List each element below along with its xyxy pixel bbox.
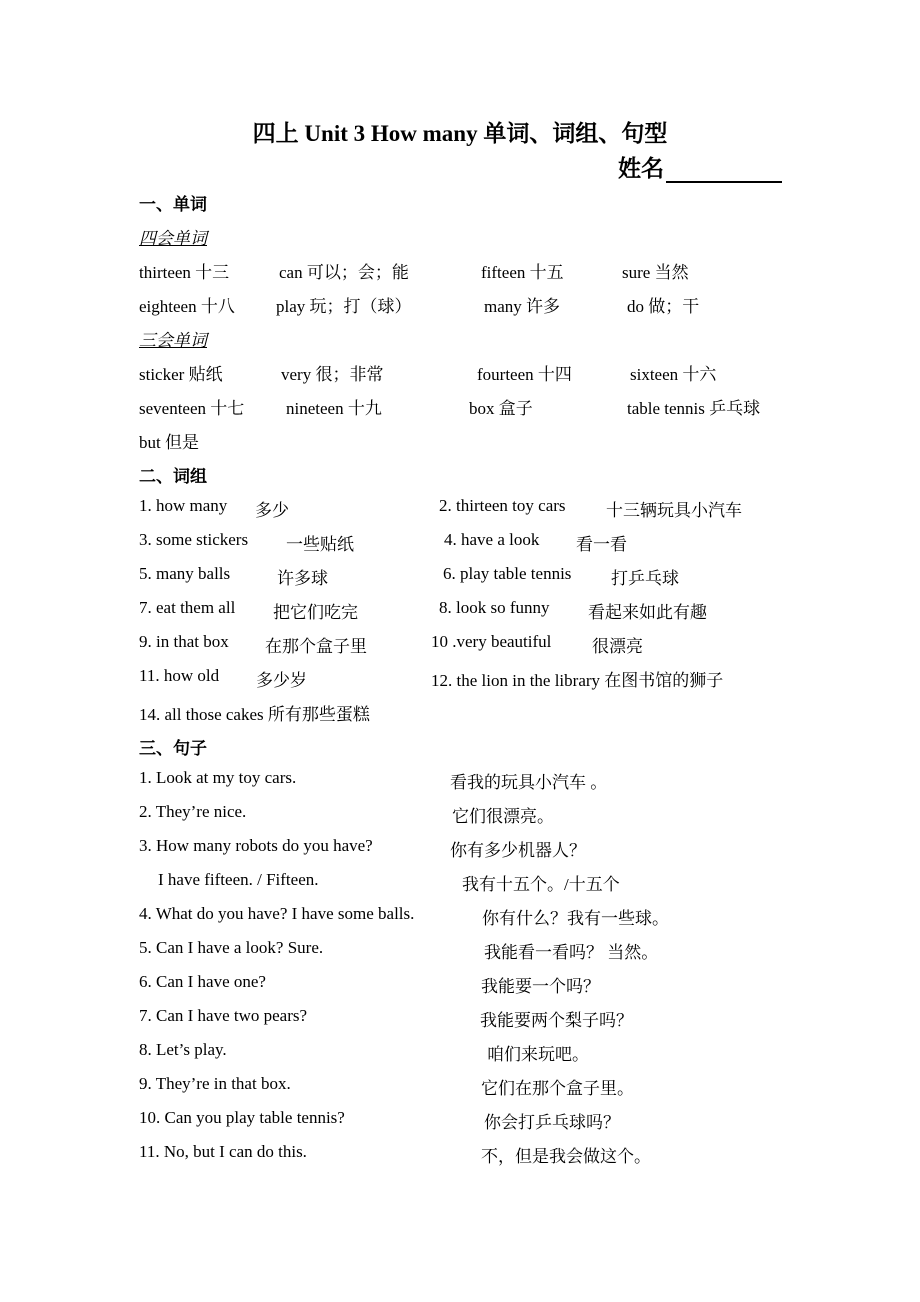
sentence-chinese: 你有多少机器人？ bbox=[450, 841, 586, 860]
word-item: sure 当然 bbox=[622, 263, 689, 282]
phrase-english: 6. play table tennis bbox=[443, 564, 572, 583]
sentence-english: 5. Can I have a look? Sure. bbox=[139, 938, 324, 957]
sentence-english: 10. Can you play table tennis? bbox=[139, 1108, 345, 1127]
sentence-chinese: 我有十五个。/十五个 bbox=[462, 875, 620, 894]
phrase-chinese: 多少 bbox=[255, 501, 289, 520]
word-item: sixteen 十六 bbox=[630, 365, 717, 384]
sentence-chinese: 咱们来玩吧。 bbox=[487, 1045, 589, 1064]
phrase-english: 1. how many bbox=[139, 496, 228, 515]
phrase-chinese: 把它们吃完 bbox=[273, 603, 358, 622]
sentence-english: 9. They’re in that box. bbox=[139, 1074, 291, 1093]
word-item: fourteen 十四 bbox=[477, 365, 572, 384]
phrase-english: 3. some stickers bbox=[139, 530, 249, 549]
sentence-english: 7. Can I have two pears? bbox=[139, 1006, 308, 1025]
section-sentences-heading: 三、句子 bbox=[139, 739, 207, 758]
word-item: do 做；干 bbox=[627, 297, 700, 316]
sentence-english: 2. They’re nice. bbox=[139, 802, 247, 821]
phrase-chinese: 许多球 bbox=[277, 569, 328, 588]
sentence-english: 8. Let’s play. bbox=[139, 1040, 227, 1059]
word-item: sticker 贴纸 bbox=[139, 365, 223, 384]
phrase-english: 7. eat them all bbox=[139, 598, 236, 617]
phrase-chinese: 看起来如此有趣 bbox=[588, 603, 707, 622]
page-title: 四上 Unit 3 How many 单词、词组、句型 bbox=[252, 121, 668, 146]
word-item: thirteen 十三 bbox=[139, 263, 230, 282]
word-item: can 可以；会；能 bbox=[279, 263, 409, 282]
sentence-chinese: 你有什么？我有一些球。 bbox=[482, 909, 669, 928]
word-item: box 盒子 bbox=[469, 399, 533, 418]
word-item: very 很；非常 bbox=[281, 365, 384, 384]
section-words-heading: 一、单词 bbox=[139, 195, 207, 214]
phrase-chinese: 多少岁 bbox=[256, 671, 307, 690]
sentence-english: 1. Look at my toy cars. bbox=[139, 768, 297, 787]
phrase-chinese: 很漂亮 bbox=[592, 637, 643, 656]
phrase-chinese: 十三辆玩具小汽车 bbox=[606, 501, 742, 520]
word-item: but 但是 bbox=[139, 433, 199, 452]
phrase-english: 14. all those cakes 所有那些蛋糕 bbox=[139, 705, 370, 724]
sentence-chinese: 它们很漂亮。 bbox=[452, 807, 554, 826]
sentence-chinese: 看我的玩具小汽车 。 bbox=[450, 773, 608, 792]
phrase-chinese: 一些贴纸 bbox=[286, 535, 354, 554]
phrase-chinese: 在那个盒子里 bbox=[265, 637, 367, 656]
phrase-english: 9. in that box bbox=[139, 632, 229, 651]
sentence-chinese: 你会打乒乓球吗？ bbox=[484, 1113, 620, 1132]
word-item: play 玩；打（球） bbox=[276, 297, 412, 316]
word-item: many 许多 bbox=[484, 297, 561, 316]
sentence-english: 4. What do you have? I have some balls. bbox=[139, 904, 415, 923]
phrase-english: 11. how old bbox=[139, 666, 220, 685]
name-field bbox=[618, 150, 782, 183]
phrase-english: 2. thirteen toy cars bbox=[439, 496, 566, 515]
phrase-english: 5. many balls bbox=[139, 564, 231, 583]
name-label: 姓名 bbox=[618, 156, 664, 181]
phrase-english: 10 .very beautiful bbox=[431, 632, 552, 651]
sentence-chinese: 我能要两个梨子吗？ bbox=[480, 1011, 633, 1030]
sentence-english: 3. How many robots do you have? bbox=[139, 836, 373, 855]
phrase-chinese: 打乒乓球 bbox=[611, 569, 679, 588]
phrase-english: 12. the lion in the library 在图书馆的狮子 bbox=[431, 671, 724, 690]
phrase-chinese: 看一看 bbox=[576, 535, 627, 554]
sentence-english: I have fifteen. / Fifteen. bbox=[158, 870, 319, 889]
sentence-chinese: 我能看一看吗？ 当然。 bbox=[484, 943, 659, 962]
word-item: fifteen 十五 bbox=[481, 263, 564, 282]
name-blank-line[interactable] bbox=[666, 157, 782, 183]
sentence-chinese: 不，但是我会做这个。 bbox=[481, 1147, 651, 1166]
subsection-four-skill: 四会单词 bbox=[139, 229, 207, 248]
word-item: table tennis 乒乓球 bbox=[627, 399, 761, 418]
phrase-english: 4. have a look bbox=[444, 530, 540, 549]
subsection-three-skill: 三会单词 bbox=[139, 331, 207, 350]
word-item: seventeen 十七 bbox=[139, 399, 245, 418]
section-phrases-heading: 二、词组 bbox=[139, 467, 207, 486]
sentence-chinese: 我能要一个吗？ bbox=[481, 977, 600, 996]
sentence-chinese: 它们在那个盒子里。 bbox=[481, 1079, 634, 1098]
sentence-english: 6. Can I have one? bbox=[139, 972, 266, 991]
phrase-english: 8. look so funny bbox=[439, 598, 550, 617]
word-item: nineteen 十九 bbox=[286, 399, 382, 418]
sentence-english: 11. No, but I can do this. bbox=[139, 1142, 307, 1161]
word-item: eighteen 十八 bbox=[139, 297, 235, 316]
